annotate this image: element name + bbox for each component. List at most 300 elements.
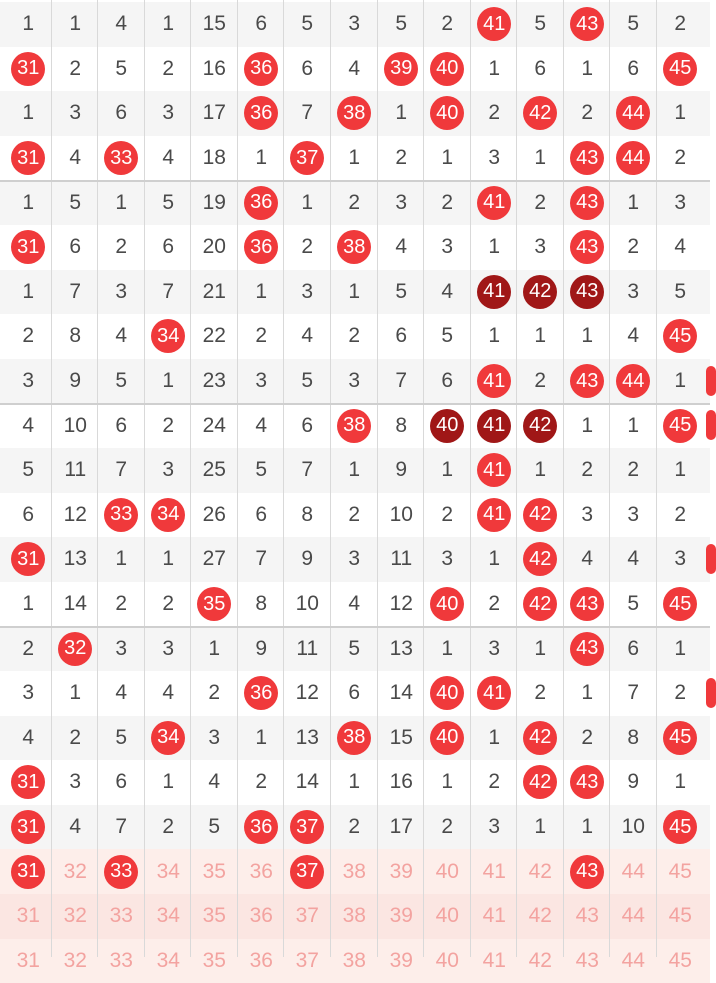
miss-count: 6: [534, 56, 547, 80]
miss-count: 11: [296, 636, 319, 660]
cell-col-32: [52, 91, 99, 136]
cell-col-39: [378, 359, 425, 404]
miss-count: 1: [348, 458, 361, 482]
miss-count: 19: [202, 190, 226, 214]
footer-number: 45: [668, 904, 692, 928]
table-row: [0, 582, 710, 627]
cell-col-36: [238, 716, 285, 761]
miss-count: 1: [534, 815, 547, 839]
drawn-number-ball: 36: [244, 52, 278, 86]
cell-col-37: [284, 225, 331, 270]
miss-count: 1: [255, 146, 268, 170]
table-row: [0, 270, 710, 315]
cell-col-44: [610, 359, 657, 404]
cell-col-45: [657, 671, 704, 716]
table-row: [0, 805, 710, 850]
cell-col-31: [5, 849, 52, 894]
drawn-number-ball: 40: [430, 676, 464, 710]
cell-col-42: [517, 537, 564, 582]
cell-col-39: [378, 448, 425, 493]
footer-number: 37: [295, 904, 319, 928]
cell-col-39: [378, 225, 425, 270]
cell-col-45: [657, 403, 704, 448]
cell-col-37: [284, 359, 331, 404]
cell-col-40: [424, 805, 471, 850]
cell-col-43: [564, 448, 611, 493]
miss-count: 2: [674, 146, 687, 170]
miss-count: 1: [581, 681, 594, 705]
cell-col-33: [98, 403, 145, 448]
miss-count: 2: [162, 56, 175, 80]
miss-count: 6: [441, 369, 454, 393]
cell-col-41: [471, 359, 518, 404]
cell-col-43: [564, 314, 611, 359]
cell-col-40: [424, 849, 471, 894]
cell-col-42: [517, 359, 564, 404]
miss-count: 1: [162, 12, 175, 36]
cell-col-37: [284, 314, 331, 359]
cell-col-35: [191, 939, 238, 983]
cell-col-44: [610, 448, 657, 493]
cell-col-34: [145, 91, 192, 136]
cell-col-36: [238, 136, 285, 181]
cell-col-38: [331, 760, 378, 805]
cell-col-41: [471, 225, 518, 270]
cell-col-31: [5, 626, 52, 671]
drawn-number-ball: 43: [570, 364, 604, 398]
miss-count: 5: [395, 12, 408, 36]
cell-col-45: [657, 849, 704, 894]
miss-count: 8: [301, 502, 314, 526]
cell-col-43: [564, 671, 611, 716]
drawn-number-ball: 41: [477, 7, 511, 41]
cell-col-39: [378, 270, 425, 315]
footer-number: 32: [63, 859, 87, 883]
miss-count: 4: [69, 815, 82, 839]
cell-col-35: [191, 849, 238, 894]
miss-count: 4: [162, 681, 175, 705]
cell-col-42: [517, 760, 564, 805]
cell-col-42: [517, 47, 564, 92]
miss-count: 5: [208, 815, 221, 839]
miss-count: 1: [674, 101, 687, 125]
cell-col-36: [238, 180, 285, 225]
cell-col-37: [284, 939, 331, 983]
footer-number: 40: [435, 904, 459, 928]
cell-col-36: [238, 626, 285, 671]
miss-count: 6: [627, 636, 640, 660]
cell-col-45: [657, 716, 704, 761]
miss-count: 4: [162, 146, 175, 170]
footer-number: 41: [482, 904, 506, 928]
cell-col-34: [145, 760, 192, 805]
miss-count: 4: [395, 235, 408, 259]
cell-col-39: [378, 760, 425, 805]
cell-col-35: [191, 314, 238, 359]
miss-count: 18: [202, 146, 226, 170]
drawn-number-ball: 45: [663, 721, 697, 755]
footer-number: 44: [621, 948, 645, 972]
footer-number: 33: [109, 948, 133, 972]
cell-col-40: [424, 626, 471, 671]
footer-number: 31: [16, 904, 40, 928]
cell-col-43: [564, 939, 611, 983]
drawn-number-ball: 40: [430, 96, 464, 130]
miss-count: 5: [162, 190, 175, 214]
miss-count: 2: [581, 458, 594, 482]
cell-col-36: [238, 939, 285, 983]
miss-count: 10: [295, 592, 319, 616]
consecutive-ball: 42: [523, 409, 557, 443]
drawn-number-ball: 31: [11, 542, 45, 576]
miss-count: 1: [674, 369, 687, 393]
offscreen-ball: [706, 366, 716, 396]
cell-col-43: [564, 760, 611, 805]
cell-col-38: [331, 314, 378, 359]
cell-col-32: [52, 2, 99, 47]
cell-col-45: [657, 136, 704, 181]
miss-count: 3: [162, 636, 175, 660]
cell-col-34: [145, 2, 192, 47]
drawn-number-ball: 37: [290, 141, 324, 175]
cell-col-44: [610, 180, 657, 225]
miss-count: 1: [488, 56, 501, 80]
drawn-number-ball: 31: [11, 141, 45, 175]
miss-count: 2: [674, 12, 687, 36]
drawn-number-ball: 42: [523, 765, 557, 799]
cell-col-37: [284, 47, 331, 92]
cell-col-37: [284, 448, 331, 493]
miss-count: 3: [348, 547, 361, 571]
footer-number: 42: [528, 948, 552, 972]
cell-col-41: [471, 403, 518, 448]
cell-col-31: [5, 448, 52, 493]
miss-count: 1: [348, 146, 361, 170]
miss-count: 5: [115, 725, 128, 749]
miss-count: 7: [69, 279, 82, 303]
cell-col-32: [52, 270, 99, 315]
cell-col-44: [610, 314, 657, 359]
cell-col-40: [424, 493, 471, 538]
miss-count: 12: [295, 681, 319, 705]
miss-count: 1: [255, 725, 268, 749]
cell-col-45: [657, 537, 704, 582]
drawn-number-ball: 37: [290, 855, 324, 889]
miss-count: 3: [674, 190, 687, 214]
cell-col-40: [424, 91, 471, 136]
miss-count: 5: [627, 12, 640, 36]
miss-count: 5: [255, 458, 268, 482]
miss-count: 6: [22, 502, 35, 526]
drawn-number-ball: 33: [104, 141, 138, 175]
footer-number: 33: [109, 904, 133, 928]
drawn-number-ball: 44: [616, 364, 650, 398]
cell-col-38: [331, 91, 378, 136]
cell-col-44: [610, 2, 657, 47]
cell-col-35: [191, 180, 238, 225]
miss-count: 3: [255, 369, 268, 393]
drawn-number-ball: 42: [523, 721, 557, 755]
miss-count: 7: [162, 279, 175, 303]
miss-count: 1: [488, 725, 501, 749]
cell-col-33: [98, 760, 145, 805]
cell-col-41: [471, 716, 518, 761]
cell-col-31: [5, 716, 52, 761]
cell-col-31: [5, 582, 52, 627]
column-divider: [656, 0, 657, 957]
miss-count: 24: [202, 413, 226, 437]
miss-count: 3: [208, 725, 221, 749]
cell-col-44: [610, 626, 657, 671]
cell-col-33: [98, 448, 145, 493]
miss-count: 4: [581, 547, 594, 571]
cell-col-32: [52, 314, 99, 359]
cell-col-33: [98, 805, 145, 850]
miss-count: 13: [295, 725, 319, 749]
drawn-number-ball: 31: [11, 810, 45, 844]
drawn-number-ball: 34: [151, 721, 185, 755]
cell-col-31: [5, 403, 52, 448]
miss-count: 3: [115, 279, 128, 303]
miss-count: 6: [115, 101, 128, 125]
cell-col-44: [610, 225, 657, 270]
miss-count: 1: [488, 235, 501, 259]
cell-col-33: [98, 671, 145, 716]
drawn-number-ball: 41: [477, 498, 511, 532]
drawn-number-ball: 40: [430, 587, 464, 621]
miss-count: 7: [115, 458, 128, 482]
cell-col-40: [424, 270, 471, 315]
miss-count: 2: [348, 502, 361, 526]
cell-col-41: [471, 136, 518, 181]
miss-count: 5: [534, 12, 547, 36]
cell-col-33: [98, 582, 145, 627]
miss-count: 1: [441, 458, 454, 482]
miss-count: 4: [348, 56, 361, 80]
column-divider: [51, 0, 52, 957]
cell-col-43: [564, 180, 611, 225]
miss-count: 1: [488, 547, 501, 571]
miss-count: 1: [441, 770, 454, 794]
miss-count: 2: [22, 324, 35, 348]
cell-col-34: [145, 448, 192, 493]
miss-count: 2: [581, 101, 594, 125]
miss-count: 3: [627, 502, 640, 526]
cell-col-43: [564, 225, 611, 270]
miss-count: 3: [69, 770, 82, 794]
miss-count: 15: [202, 12, 226, 36]
cell-col-32: [52, 849, 99, 894]
cell-col-32: [52, 537, 99, 582]
cell-col-41: [471, 805, 518, 850]
cell-col-37: [284, 805, 331, 850]
cell-col-35: [191, 760, 238, 805]
column-divider: [516, 0, 517, 957]
column-divider: [283, 0, 284, 957]
table-row: [0, 47, 710, 92]
miss-count: 9: [301, 547, 314, 571]
miss-count: 1: [441, 636, 454, 660]
drawn-number-ball: 43: [570, 7, 604, 41]
drawn-number-ball: 45: [663, 587, 697, 621]
drawn-number-ball: 40: [430, 52, 464, 86]
cell-col-42: [517, 582, 564, 627]
miss-count: 1: [69, 12, 82, 36]
miss-count: 2: [162, 592, 175, 616]
cell-col-31: [5, 894, 52, 939]
miss-count: 4: [22, 725, 35, 749]
miss-count: 1: [348, 770, 361, 794]
drawn-number-ball: 31: [11, 855, 45, 889]
cell-col-33: [98, 47, 145, 92]
drawn-number-ball: 45: [663, 52, 697, 86]
cell-col-31: [5, 671, 52, 716]
cell-col-41: [471, 894, 518, 939]
cell-col-41: [471, 448, 518, 493]
cell-col-40: [424, 403, 471, 448]
table-row: [0, 314, 710, 359]
cell-col-33: [98, 270, 145, 315]
cell-col-42: [517, 716, 564, 761]
cell-col-41: [471, 849, 518, 894]
table-row: [0, 716, 710, 761]
footer-number: 39: [389, 948, 413, 972]
cell-col-33: [98, 180, 145, 225]
footer-number: 41: [482, 859, 506, 883]
cell-col-38: [331, 225, 378, 270]
cell-col-36: [238, 359, 285, 404]
miss-count: 7: [395, 369, 408, 393]
miss-count: 3: [348, 369, 361, 393]
cell-col-39: [378, 537, 425, 582]
miss-count: 4: [208, 770, 221, 794]
footer-number: 42: [528, 859, 552, 883]
miss-count: 2: [534, 190, 547, 214]
cell-col-36: [238, 805, 285, 850]
cell-col-44: [610, 760, 657, 805]
cell-col-38: [331, 2, 378, 47]
cell-col-41: [471, 180, 518, 225]
miss-count: 9: [627, 770, 640, 794]
miss-count: 2: [488, 101, 501, 125]
miss-count: 5: [348, 636, 361, 660]
cell-col-38: [331, 537, 378, 582]
miss-count: 2: [348, 190, 361, 214]
miss-count: 2: [674, 502, 687, 526]
footer-number: 42: [528, 904, 552, 928]
cell-col-35: [191, 2, 238, 47]
miss-count: 2: [115, 592, 128, 616]
miss-count: 6: [301, 56, 314, 80]
cell-col-34: [145, 225, 192, 270]
column-divider: [330, 0, 331, 957]
cell-col-34: [145, 671, 192, 716]
miss-count: 1: [674, 458, 687, 482]
cell-col-32: [52, 359, 99, 404]
miss-count: 4: [674, 235, 687, 259]
cell-col-36: [238, 582, 285, 627]
cell-col-38: [331, 582, 378, 627]
miss-count: 23: [202, 369, 226, 393]
cell-col-34: [145, 805, 192, 850]
miss-count: 1: [22, 592, 35, 616]
cell-col-35: [191, 626, 238, 671]
cell-col-43: [564, 716, 611, 761]
footer-number: 32: [63, 904, 87, 928]
drawn-number-ball: 42: [523, 587, 557, 621]
drawn-number-ball: 41: [477, 676, 511, 710]
column-divider: [470, 0, 471, 957]
cell-col-31: [5, 180, 52, 225]
drawn-number-ball: 42: [523, 542, 557, 576]
cell-col-37: [284, 671, 331, 716]
cell-col-33: [98, 626, 145, 671]
cell-col-32: [52, 225, 99, 270]
cell-col-44: [610, 47, 657, 92]
cell-col-38: [331, 626, 378, 671]
cell-col-39: [378, 626, 425, 671]
drawn-number-ball: 45: [663, 319, 697, 353]
cell-col-34: [145, 359, 192, 404]
cell-col-37: [284, 180, 331, 225]
miss-count: 2: [441, 502, 454, 526]
footer-number: 34: [156, 948, 180, 972]
cell-col-44: [610, 91, 657, 136]
miss-count: 6: [395, 324, 408, 348]
footer-number: 45: [668, 948, 692, 972]
cell-col-40: [424, 225, 471, 270]
cell-col-32: [52, 760, 99, 805]
miss-count: 3: [488, 146, 501, 170]
drawn-number-ball: 43: [570, 141, 604, 175]
miss-count: 6: [627, 56, 640, 80]
cell-col-43: [564, 849, 611, 894]
footer-number: 40: [435, 859, 459, 883]
miss-count: 4: [348, 592, 361, 616]
drawn-number-ball: 41: [477, 186, 511, 220]
cell-col-36: [238, 2, 285, 47]
cell-col-31: [5, 47, 52, 92]
cell-col-37: [284, 894, 331, 939]
cell-col-42: [517, 180, 564, 225]
cell-col-36: [238, 671, 285, 716]
miss-count: 6: [162, 235, 175, 259]
cell-col-34: [145, 939, 192, 983]
column-divider: [144, 0, 145, 957]
cell-col-40: [424, 47, 471, 92]
footer-number: 44: [621, 859, 645, 883]
cell-col-42: [517, 894, 564, 939]
cell-col-38: [331, 270, 378, 315]
cell-col-42: [517, 225, 564, 270]
miss-count: 2: [441, 190, 454, 214]
miss-count: 5: [22, 458, 35, 482]
drawn-number-ball: 34: [151, 319, 185, 353]
cell-col-45: [657, 47, 704, 92]
miss-count: 20: [202, 235, 226, 259]
miss-count: 21: [202, 279, 226, 303]
cell-col-36: [238, 537, 285, 582]
cell-col-39: [378, 805, 425, 850]
cell-col-39: [378, 2, 425, 47]
miss-count: 17: [202, 101, 226, 125]
drawn-number-ball: 45: [663, 810, 697, 844]
cell-col-36: [238, 760, 285, 805]
column-divider: [423, 0, 424, 957]
cell-col-43: [564, 403, 611, 448]
cell-col-44: [610, 136, 657, 181]
miss-count: 3: [301, 279, 314, 303]
